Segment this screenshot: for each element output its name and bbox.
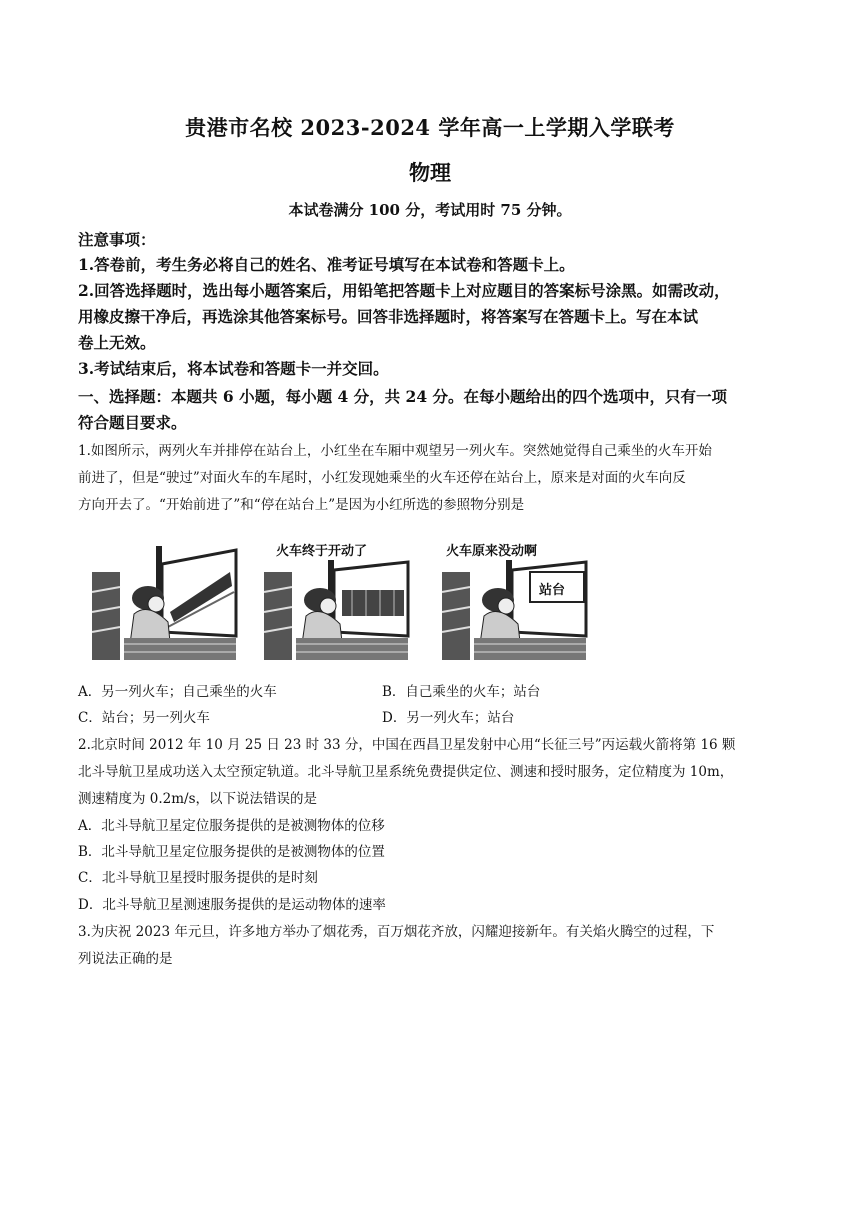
- q2-option-d: D．北斗导航卫星测速服务提供的是运动物体的速率: [78, 897, 386, 913]
- score-info: 本试卷满分 100 分，考试用时 75 分钟。: [288, 201, 572, 219]
- exam-title: 贵港市名校 2023-2024 学年高一上学期入学联考: [185, 115, 675, 140]
- q1-picture-3-sign: 站台: [539, 583, 566, 598]
- q1-picture-1: [90, 532, 240, 662]
- notice-line-2: 2.回答选择题时，选出每小题答案后，用铅笔把答题卡上对应题目的答案标号涂黑。如需改动，: [78, 281, 730, 300]
- q1-picture-3-caption: 火车原来没动啊: [446, 544, 538, 559]
- q1-stem-line-1: 1.如图所示，两列火车并排停在站台上，小红坐在车厢中观望另一列火车。突然她觉得自己乘坐的火车开始: [78, 443, 712, 459]
- notice-line-1: 1.答卷前，考生务必将自己的姓名、准考证号填写在本试卷和答题卡上。: [78, 255, 575, 274]
- section-heading-line-2: 符合题目要求。: [78, 413, 187, 432]
- notice-line-4: 卷上无效。: [78, 333, 156, 352]
- q1-option-c: C．站台；另一列火车: [78, 710, 210, 726]
- q3-stem-line-1: 3.为庆祝 2023 年元旦，许多地方举办了烟花秀，百万烟花齐放，闪耀迎接新年。有关焰火腾空的过程，下: [78, 924, 715, 940]
- q1-stem-line-3: 方向开去了。“开始前进了”和“停在站台上”是因为小红所选的参照物分别是: [78, 497, 525, 513]
- q1-stem-line-2: 前进了，但是“驶过”对面火车的车尾时，小红发现她乘坐的火车还停在站台上，原来是对面的火车向反: [78, 470, 686, 486]
- exam-subject: 物理: [409, 160, 451, 185]
- q2-option-c: C．北斗导航卫星授时服务提供的是时刻: [78, 870, 318, 886]
- notice-line-5: 3.考试结束后，将本试卷和答题卡一并交回。: [78, 359, 389, 378]
- notice-line-3: 用橡皮擦干净后，再选涂其他答案标号。回答非选择题时，将答案写在答题卡上。写在本试: [78, 307, 699, 326]
- q1-option-a: A．另一列火车；自己乘坐的火车: [78, 684, 277, 700]
- q2-stem-line-3: 测速精度为 0.2m/s，以下说法错误的是: [78, 791, 318, 807]
- q1-picture-2-caption: 火车终于开动了: [276, 544, 368, 559]
- q2-stem-line-1: 2.北京时间 2012 年 10 月 25 日 23 时 33 分，中国在西昌卫星发射中心用“长征三号”丙运载火箭将第 16 颗: [78, 737, 736, 753]
- notice-heading: 注意事项：: [78, 230, 156, 249]
- q2-option-a: A．北斗导航卫星定位服务提供的是被测物体的位移: [78, 818, 385, 834]
- section-heading-line-1: 一、选择题：本题共 6 小题，每小题 4 分，共 24 分。在每小题给出的四个选项中，只有一项: [78, 387, 728, 406]
- q1-option-d: D．另一列火车；站台: [382, 710, 515, 726]
- q2-stem-line-2: 北斗导航卫星成功送入太空预定轨道。北斗导航卫星系统免费提供定位、测速和授时服务，定位精度为 10m，: [78, 764, 734, 780]
- q1-option-b: B．自己乘坐的火车；站台: [382, 684, 541, 700]
- q2-option-b: B．北斗导航卫星定位服务提供的是被测物体的位置: [78, 844, 385, 860]
- q3-stem-line-2: 列说法正确的是: [78, 951, 173, 967]
